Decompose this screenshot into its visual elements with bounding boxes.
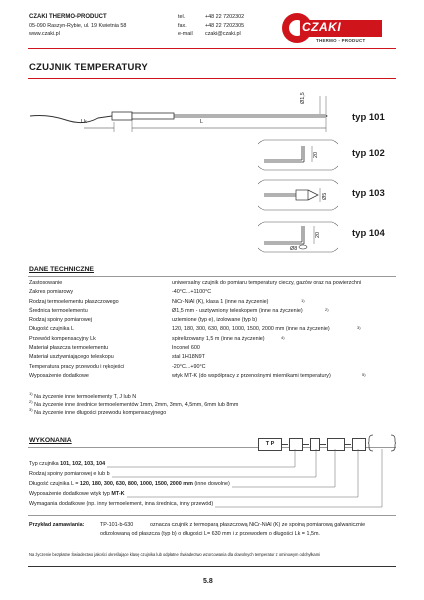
tech-rule	[28, 276, 396, 277]
logo-text: CZAKI	[302, 20, 342, 34]
tech-row-label: Temperatura pracy przewodu i rękojeści	[29, 363, 125, 370]
footnote-mark: 3)	[29, 407, 33, 412]
tech-heading: DANE TECHNICZNE	[29, 266, 94, 273]
tech-table	[29, 280, 399, 382]
example-code: TP-101-b-630	[100, 522, 134, 528]
footnote-mark: 2)	[29, 399, 33, 404]
version-line-label: Wyposażenie dodatkowe wtyk typ	[29, 491, 110, 497]
version-line-extra	[29, 501, 215, 508]
footnote	[29, 398, 238, 406]
tel-label: tel.	[178, 14, 186, 20]
tip-102-dim: 20	[313, 152, 319, 158]
tech-row	[29, 299, 399, 308]
email-label: e-mail	[178, 31, 193, 37]
tech-row-value: uziemione (typ e), izolowane (typ b)	[172, 317, 258, 324]
tech-row	[29, 326, 399, 335]
tech-row	[29, 317, 399, 326]
type-104-label: typ 104	[352, 228, 385, 239]
footnote-text: Na życzenie inne termoelementy T, J lub N	[34, 393, 137, 400]
tech-row-value: spirelizowany 1,5 m (inne na życzenie)	[172, 335, 265, 342]
page-number: 5.8	[203, 578, 213, 585]
company-address: 05-090 Raszyn-Rybie, ul. 19 Kwietnia 58	[29, 23, 127, 29]
tech-row	[29, 354, 399, 363]
tech-row-label: Długość czujnika L	[29, 326, 74, 333]
footnote-mark: 1)	[29, 391, 33, 396]
footnote-mark: 5)	[362, 371, 366, 377]
footnote	[29, 390, 238, 398]
tip-102-drawing	[258, 138, 338, 172]
tech-row-label: Zastosowanie	[29, 280, 63, 286]
tech-row	[29, 336, 399, 345]
footnote-text: Na życzenie inne długości przewodu kompensacyjnego	[34, 409, 167, 416]
logo-subtext: THERMO - PRODUCT	[316, 38, 366, 43]
tech-row-value: uniwersalny czujnik do pomiaru temperatury cieczy, gazów oraz na powierzchni	[172, 280, 362, 286]
order-code-dash	[303, 444, 309, 445]
tech-row	[29, 373, 399, 382]
tech-row-value: Inconel 600	[172, 345, 200, 352]
version-line-label: Długość czujnika L =	[29, 481, 79, 487]
tech-row-label: Wyposażenie dodatkowe	[29, 372, 89, 379]
tech-row	[29, 345, 399, 354]
tech-row-value: -20°C...+90°C	[172, 363, 206, 370]
tip-103-dim: Ø5	[322, 192, 328, 200]
tech-row-label: Średnica termoelementu	[29, 307, 88, 314]
tech-row	[29, 280, 399, 289]
email-value[interactable]: czaki@czaki.pl	[205, 31, 241, 37]
czaki-logo	[280, 10, 390, 46]
tip-104-drawing	[258, 220, 338, 254]
version-line-value: MT-K	[111, 491, 125, 497]
title-rule	[28, 78, 396, 79]
footer-rule	[28, 566, 396, 567]
tech-row-label: Materiał płaszcza termoelementu	[29, 345, 109, 352]
dim-diameter-label: Ø1,5	[300, 92, 306, 104]
tech-row-label: Przewód kompensacyjny Lk	[29, 335, 96, 342]
example-text-line1: oznacza czujnik z termoparą płaszczową NiCr-NiAl (K) ze spoiną pomiarową galwanicznie	[150, 522, 366, 528]
order-code-dash	[320, 444, 326, 445]
type-103-label: typ 103	[352, 188, 385, 199]
version-line-value: 101, 102, 103, 104	[60, 461, 106, 467]
footnotes	[29, 390, 238, 414]
version-line-length	[29, 481, 232, 488]
tech-row-label: Materiał usztywniającego teleskopu	[29, 354, 114, 361]
tip-103-drawing	[258, 178, 338, 212]
page-title: CZUJNIK TEMPERATURY	[29, 62, 148, 73]
header-rule	[28, 48, 396, 49]
footnote-mark: 3)	[357, 325, 361, 331]
company-website[interactable]: www.czaki.pl	[29, 31, 60, 37]
footnote-mark: 2)	[325, 306, 329, 312]
tech-row	[29, 308, 399, 317]
tech-row	[29, 289, 399, 298]
tip-104-dim: 20	[315, 232, 321, 238]
example-label: Przykład zamawiania:	[29, 522, 85, 528]
version-line-label: Typ czujnika	[29, 461, 59, 467]
tech-row-label: Zakres pomiarowy	[29, 289, 74, 296]
tech-row-value: 120, 180, 300, 630, 800, 1000, 1500, 2000 mm (inne na życzenie)	[172, 326, 330, 333]
tech-row-value: stal 1H18N9T	[172, 354, 205, 361]
tech-row	[29, 364, 399, 373]
tech-row-value: Ø1,5 mm - usztywniony teleskopem (inne na życzenie)	[172, 307, 303, 314]
footnote-mark: 4)	[281, 334, 285, 340]
order-code-prefix-box: T P	[258, 438, 282, 451]
tech-row-label: Rodzaj spoiny pomiarowej	[29, 317, 92, 324]
version-line-label: Wymagania dodatkowe (np. inny termoelement, inna średnica, inny przewód)	[29, 501, 214, 507]
version-line-suffix: (inne dowolne)	[194, 481, 230, 487]
fax-value: +48 22 7202305	[205, 23, 245, 29]
tech-row-label: Rodzaj termoelementu płaszczowego	[29, 298, 119, 305]
dim-lk-label: Lk	[81, 119, 87, 125]
tip-104-diameter: Ø8	[290, 246, 298, 252]
footnote-mark: 1)	[301, 297, 305, 303]
version-line-type	[29, 461, 107, 468]
fax-label: fax.	[178, 23, 187, 29]
footnote-text: Na życzenie inne średnice termoelementów 1mm, 2mm, 3mm, 4,5mm, 6mm lub 8mm	[34, 401, 239, 408]
tech-row-value: wtyk MT-K (do współpracy z przenośnymi miernikami temperatury)	[172, 372, 331, 379]
type-102-label: typ 102	[352, 148, 385, 159]
tech-row-value: -40°C...+1100°C	[172, 289, 212, 296]
version-line-value: 120, 180, 300, 630, 800, 1000, 1500, 2000 mm	[79, 481, 193, 487]
dim-l-label: L	[200, 119, 203, 125]
version-line-label: Rodzaj spoiny pomiarowej e lub b	[29, 471, 110, 477]
tel-value: +48 22 7202302	[205, 14, 245, 20]
example-text-line2: odizolowaną od płaszcza (typ b) o długości L= 630 mm i z przewodem o długości Lk = 1,5m.	[100, 531, 320, 537]
version-line-accessory	[29, 491, 127, 498]
version-line-junction	[29, 471, 112, 478]
tech-row-value: NiCr-NiAl (K), klasa 1 (inne na życzenie)	[172, 298, 269, 305]
type-101-label: typ 101	[352, 112, 385, 123]
footer-note: Na życzenie bezpłatne Świadectwo jakości określające klasę czujnika lub odpłatne Świadectwo wzorcowania dla dowolnych temperatur z ominowym odchyłkami	[29, 552, 321, 557]
order-code-dash	[345, 444, 351, 445]
versions-heading: WYKONANIA	[29, 437, 72, 444]
order-code-dash	[282, 444, 288, 445]
example-rule	[28, 515, 396, 516]
company-name: CZAKI THERMO-PRODUCT	[29, 14, 107, 20]
